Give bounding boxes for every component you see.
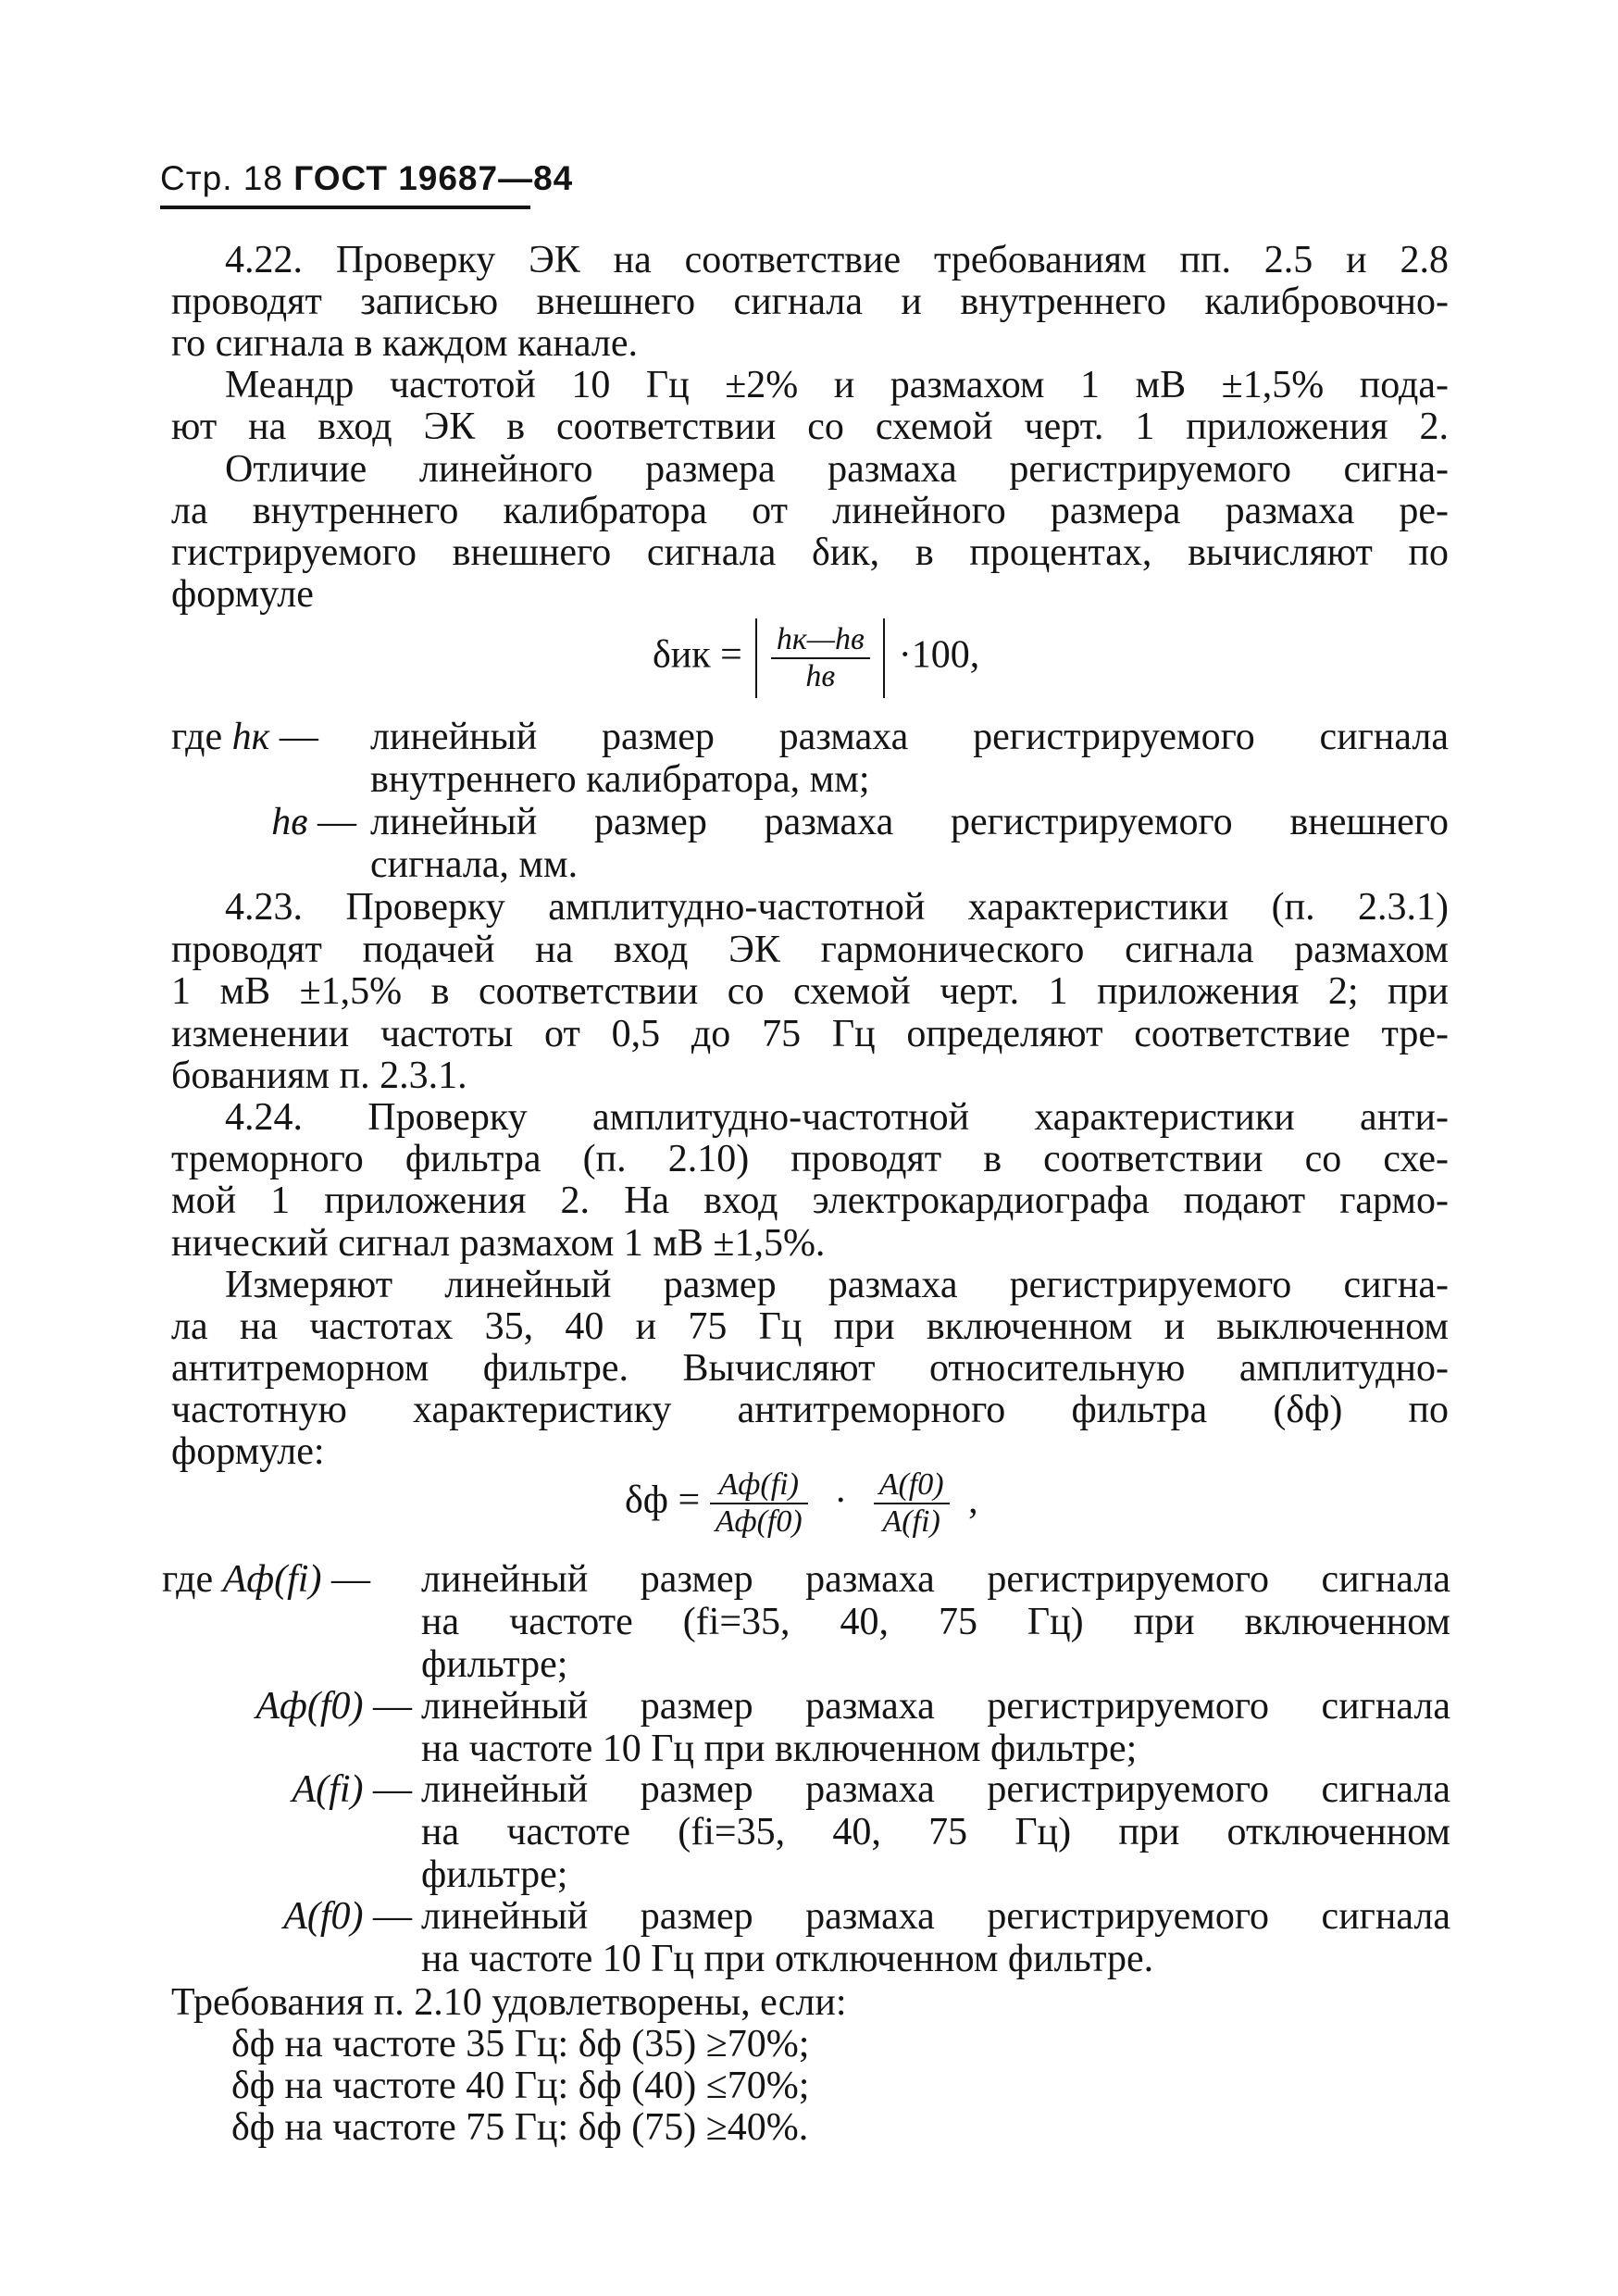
where-label: где	[162, 1558, 214, 1601]
paragraph-line: формуле	[171, 573, 314, 616]
requirement-item: δф на частоте 35 Гц: δф (35) ≥70%;	[231, 2023, 810, 2065]
paragraph-line: 1 мВ ±1,5% в соответствии со схемой черт. 1 приложения 2; при	[171, 970, 1449, 1013]
paragraph-line: 4.24. Проверку амплитудно-частотной характеристики анти-	[225, 1096, 1449, 1139]
fraction-numerator: hк—hв	[771, 622, 870, 659]
formula-fraction-2: $\frac{A(f0)}{A(fi)}$	[874, 1467, 950, 1540]
formula-fraction-1: $\frac{Aф(fi)}{Aф(f0)}$	[710, 1467, 808, 1540]
fraction-denominator: hв	[805, 659, 836, 693]
paragraph-line: ла на частотах 35, 40 и 75 Гц при включенном и выключенном	[171, 1305, 1449, 1348]
standard-number: ГОСТ 19687—84	[293, 159, 574, 197]
requirements-intro: Требования п. 2.10 удовлетворены, если:	[171, 1981, 847, 2024]
definition-a-fi: линейный размер размаха регистрируемого сигнала на частоте (fi=35, 40, 75 Гц) при отключенном фильтре;	[421, 1768, 1450, 1896]
paragraph-line: бованиям п. 2.3.1.	[171, 1054, 467, 1097]
definition-a-f0: линейный размер размаха регистрируемого сигнала на частоте 10 Гц при отключенном фильтре.	[421, 1895, 1450, 1980]
where-label: где	[171, 716, 223, 758]
def-term: Aф(fi)	[222, 1558, 322, 1601]
page-header	[160, 159, 573, 198]
definition-hv: линейный размер размаха регистрируемого внешнего сигнала, мм.	[370, 801, 1449, 886]
def-term: A(fi)	[292, 1768, 364, 1811]
formula-lhs: δф	[625, 1479, 669, 1522]
page-number: Стр. 18	[160, 159, 283, 197]
definition-hk: линейный размер размаха регистрируемого сигнала внутреннего калибратора, мм;	[370, 716, 1449, 801]
paragraph-line: Измеряют линейный размер размаха регистрируемого сигна-	[225, 1264, 1449, 1306]
paragraph-line: антитреморном фильтре. Вычисляют относительную амплитудно-	[171, 1347, 1449, 1390]
paragraph-line: гистрируемого внешнего сигнала δик, в процентах, вычисляют по	[171, 531, 1449, 574]
def-term: hв	[271, 801, 308, 843]
document-page: Стр. 18 ГОСТ 19687—84 4.22. Проверку ЭК на соответствие требованиям пп. 2.5 и 2.8 проводят записью внешнего сигнала и внутреннего калибровочно- го сигнала в каждом канале. Меандр частотой 10 Гц ±2% и размахом 1 мВ ±1,5% пода- ют на вход ЭК в соответствии со схемой черт. 1 приложения 2. Отличие линейного размера размаха регистрируемого сигна- ла внутреннего калибратора от линейного размера размаха ре- гистрируемого внешнего сигнала δик, в процентах, вычисляют по формуле δик = $\frac{hк—hв}{hв}$ ·100, где hк — линейный размер размаха регистрируемого сигнала внутреннего калибратора, мм; hв — линейный размер размаха регистрируемого внешнего сигнала, мм. 4.23. Проверку амплитудно-частотной характеристики (п. 2.3.1) проводят подачей на вход ЭК гармонического сигнала размахом 1 мВ ±1,5% в соответствии со схемой черт. 1 приложения 2; при изменении частоты от 0,5 до 75 Гц определяют соответствие тре- бованиям п. 2.3.1. 4.24. Проверку амплитудно-частотной характеристики анти- треморного фильтра (п. 2.10) проводят в соответствии со схе- мой 1 приложения 2. На вход электрокардиографа подают гармо- нический сигнал размахом 1 мВ ±1,5%. Измеряют линейный размер размаха регистрируемого сигна- ла на частотах 35, 40 и 75 Гц при включенном и выключенном антитреморном фильтре. Вычисляют относительную амплитудно- частотную характеристику антитреморного фильтра (δф) по формуле: δф = $\frac{Aф(fi)}{Aф(f0)}$ · $\frac{A(f0)}{A(fi)}$ , где Aф(fi) — линейный размер размаха регистрируемого сигнала на частоте (fi=35, 40, 75 Гц) при включенном фильтре; Aф(f0) — линейный размер размаха регистрируемого сигнала на частоте 10 Гц при включенном фильтре; A(fi) — линейный размер размаха регистрируемого сигнала на частоте (fi=35, 40, 75 Гц) при отключенном фильтре; A(f0) — линейный размер размаха регистрируемого сигнала на частоте 10 Гц при отключенном фильтре. Требования п. 2.10 удовлетворены, если: δф на частоте 35 Гц: δф (35) ≥70%; δф на частоте 40 Гц: δф (40) ≤70%; δф на частоте 75 Гц: δф (75) ≥40%.	[160, 159, 1450, 2149]
paragraph-line: го сигнала в каждом канале.	[171, 322, 639, 365]
paragraph-line: ют на вход ЭК в соответствии со схемой черт. 1 приложения 2.	[171, 406, 1449, 448]
formula-fraction	[771, 622, 870, 694]
definition-af-fi: линейный размер размаха регистрируемого сигнала на частоте (fi=35, 40, 75 Гц) при включенном фильтре;	[421, 1558, 1450, 1686]
paragraph-line: ла внутреннего калибратора от линейного размера размаха ре-	[171, 490, 1449, 532]
abs-bar-right	[883, 618, 885, 698]
paragraph-line: изменении частоты от 0,5 до 75 Гц определяют соответствие тре-	[171, 1013, 1449, 1055]
def-term: A(f0)	[283, 1895, 364, 1938]
requirement-item: δф на частоте 75 Гц: δф (75) ≥40%.	[231, 2106, 809, 2149]
abs-bar-left	[755, 618, 757, 698]
paragraph-line: формуле:	[171, 1430, 325, 1473]
formula-lhs: δик	[653, 633, 711, 677]
paragraph-line: нический сигнал размахом 1 мВ ±1,5%.	[171, 1222, 826, 1265]
paragraph-line: 4.22. Проверку ЭК на соответствие требованиям пп. 2.5 и 2.8	[225, 239, 1449, 281]
paragraph-line: проводят подачей на вход ЭК гармонического сигнала размахом	[171, 929, 1449, 971]
paragraph-line: треморного фильтра (п. 2.10) проводят в соответствии со схе-	[171, 1138, 1449, 1180]
def-term: hк	[231, 716, 270, 758]
paragraph-line: Отличие линейного размера размаха регистрируемого сигна-	[225, 448, 1449, 491]
definition-af-f0: линейный размер размаха регистрируемого сигнала на частоте 10 Гц при включенном фильтре;	[421, 1685, 1450, 1770]
requirement-item: δф на частоте 40 Гц: δф (40) ≤70%;	[231, 2065, 810, 2107]
paragraph-line: мой 1 приложения 2. На вход электрокардиографа подают гармо-	[171, 1179, 1449, 1222]
header-rule	[160, 206, 530, 209]
paragraph-line: 4.23. Проверку амплитудно-частотной характеристики (п. 2.3.1)	[225, 886, 1449, 929]
formula-delta-ik: δик = $\frac{hк—hв}{hв}$ ·100,	[653, 618, 979, 698]
formula-delta-f: δф = $\frac{Aф(fi)}{Aф(f0)}$ · $\frac{A(f0)}{A(fi)}$ ,	[625, 1467, 978, 1539]
def-term: Aф(f0)	[255, 1685, 364, 1728]
formula-factor: ·100,	[898, 633, 980, 677]
paragraph-line: частотную характеристику антитреморного фильтра (δф) по	[171, 1389, 1449, 1431]
paragraph-line: проводят записью внешнего сигнала и внутреннего калибровочно-	[171, 281, 1449, 323]
paragraph-line: Меандр частотой 10 Гц ±2% и размахом 1 мВ ±1,5% пода-	[225, 364, 1449, 406]
